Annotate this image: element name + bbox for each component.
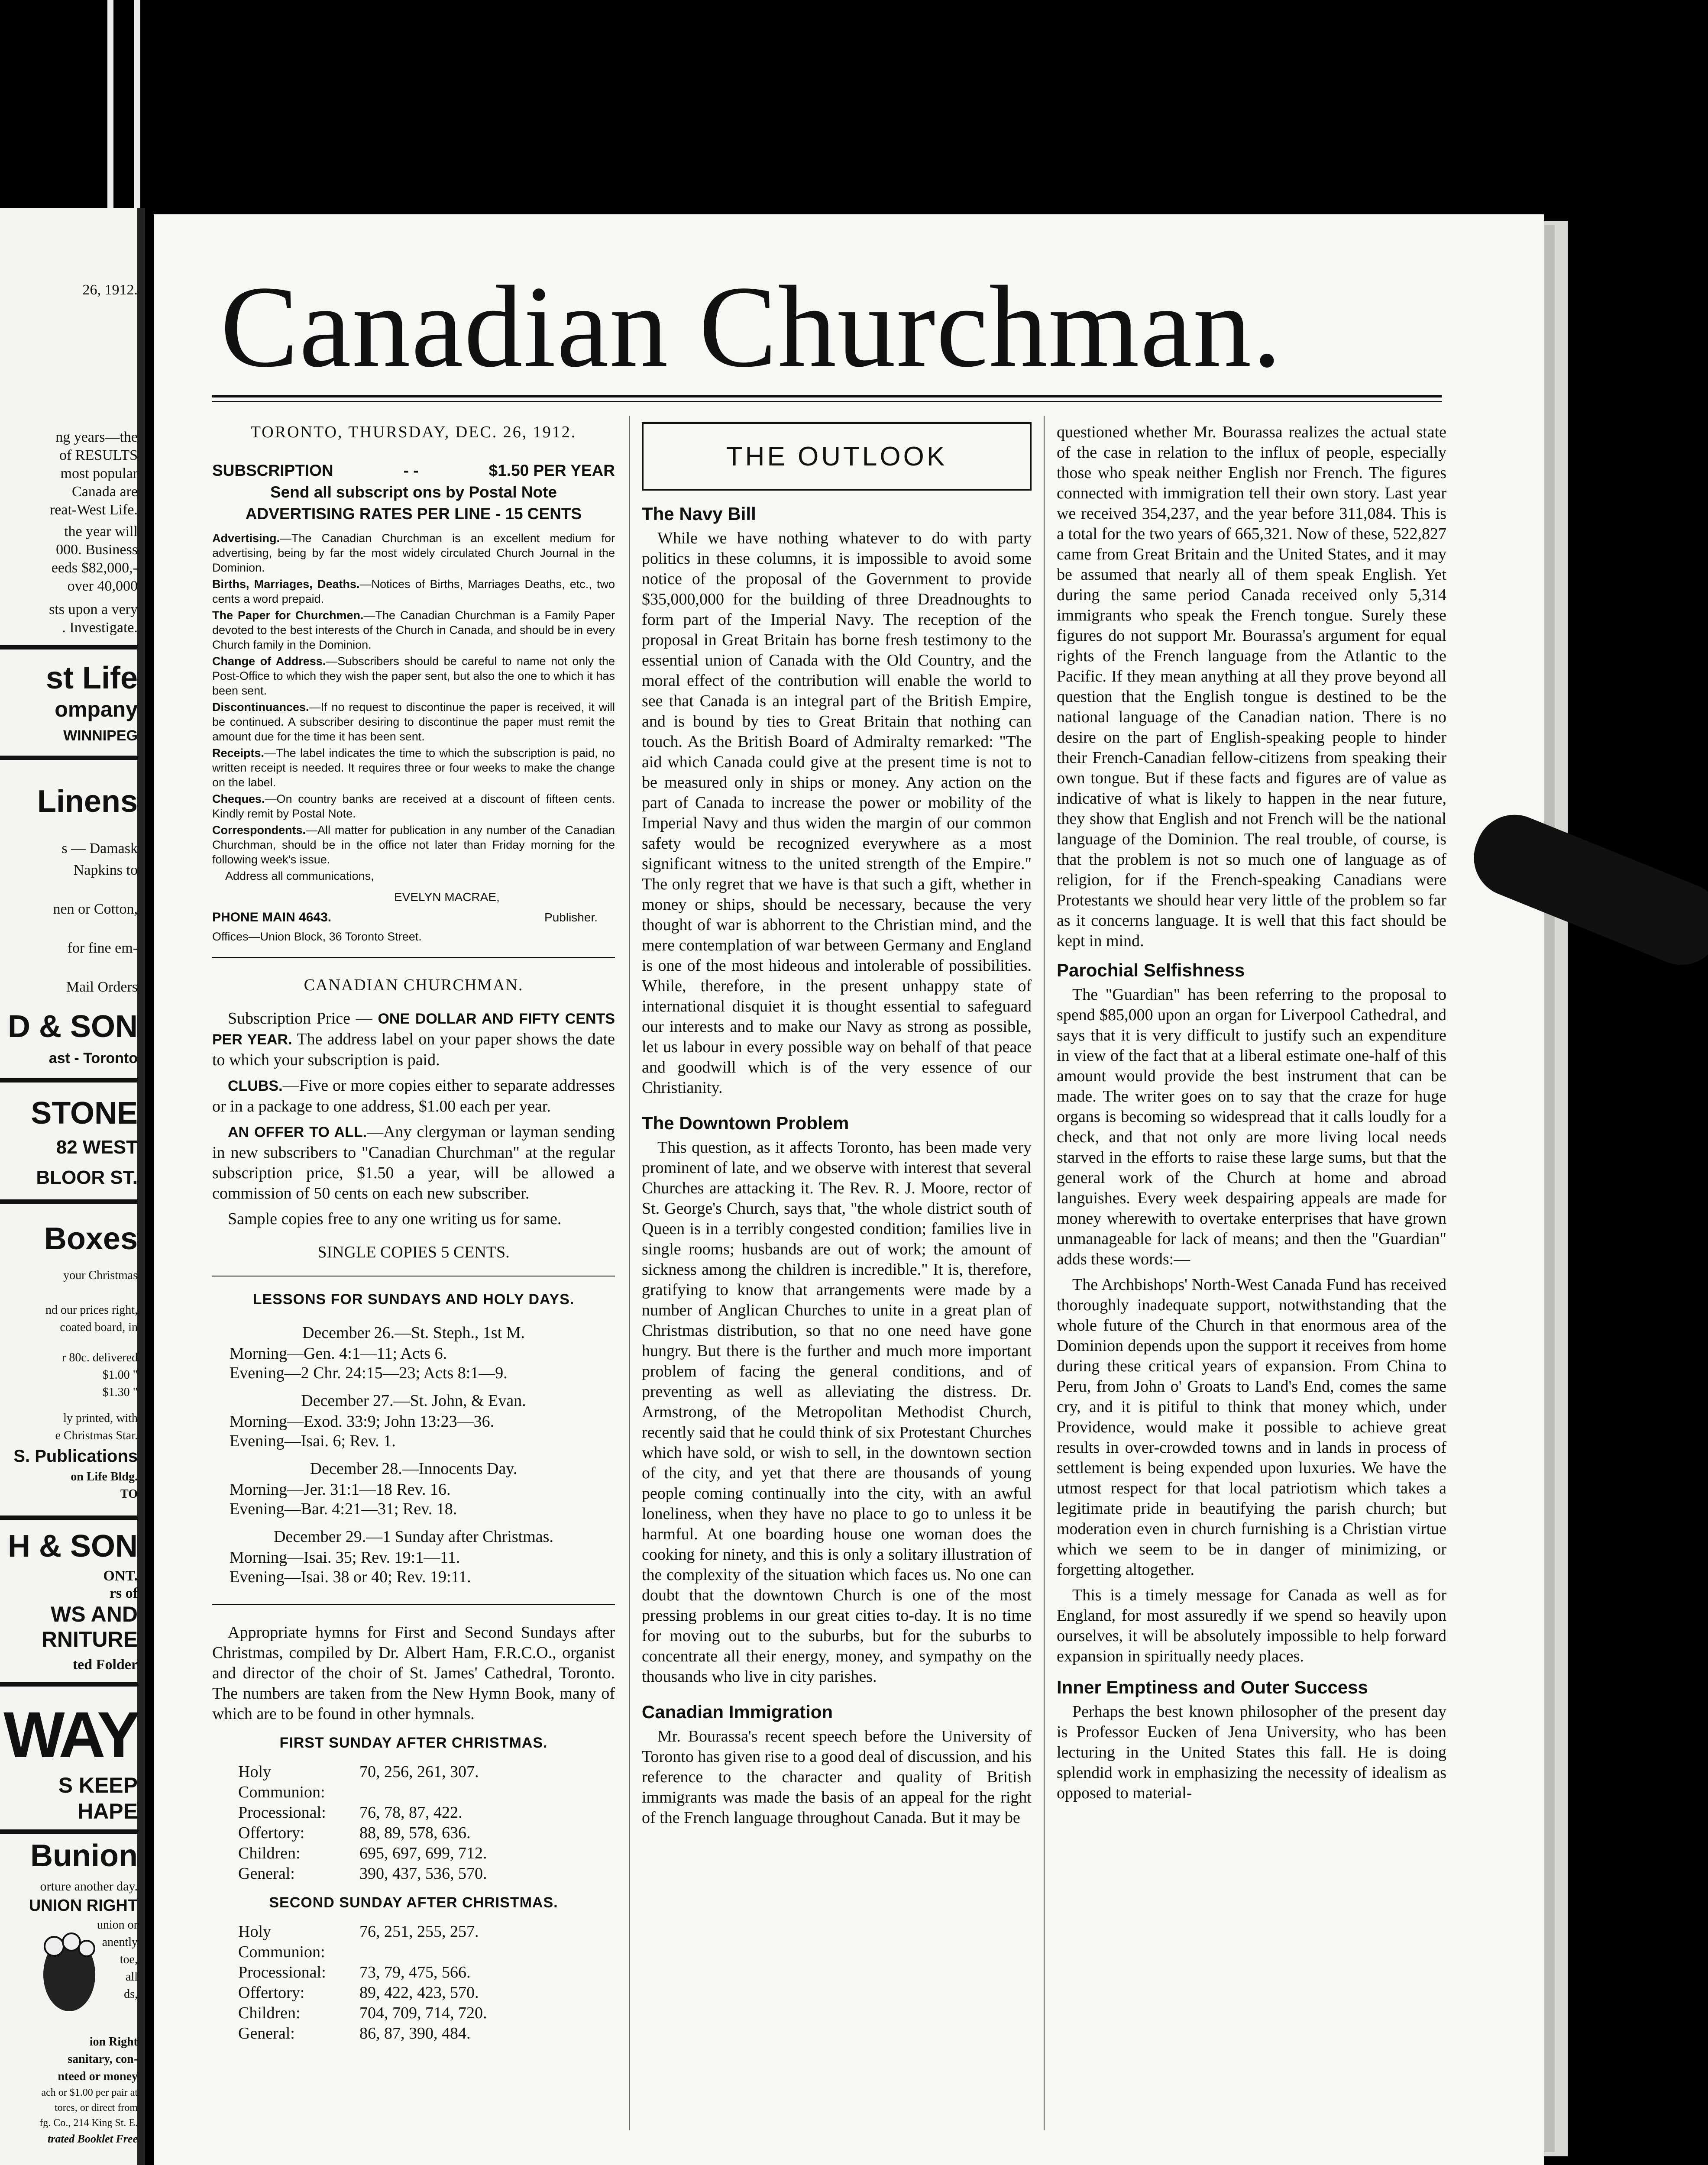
first-sunday-title: FIRST SUNDAY AFTER CHRISTMAS. [279, 1735, 548, 1751]
sample-paragraph: Sample copies free to any one writing us for same. [228, 1210, 562, 1228]
prev-ad-line: nen or Cotton, [53, 901, 138, 917]
postal-note-line: Send all subscript ons by Postal Note [270, 483, 557, 501]
prev-ad-line: ion Right [89, 2035, 138, 2049]
info-paragraph: Receipts.—The label indicates the time to which the subscription is paid, no written receipt is needed. It requires three or four weeks to make the change on the label. [212, 746, 615, 789]
prev-ad-line: BLOOR ST. [36, 1167, 138, 1188]
prev-ad-line: nd our prices right, [45, 1303, 138, 1317]
prev-ad-line: ted Folder [72, 1657, 138, 1673]
publisher-title: Publisher. [544, 911, 598, 924]
lessons-list [212, 1323, 615, 1587]
lesson-morning: Morning—Gen. 4:1—11; Acts 6. [230, 1344, 447, 1363]
prev-ad-line: fg. Co., 214 King St. E. [39, 2117, 138, 2129]
hymn-line: Processional: 73, 79, 475, 566. [238, 1963, 471, 1981]
prev-ad-line: coated board, in [60, 1321, 138, 1334]
info-paragraph: Correspondents.—All matter for publication in any number of the Canadian Churchman, should be in the office not later than Friday morning for the following week's issue. [212, 824, 615, 866]
prev-ad-heading: H & SON [7, 1529, 138, 1564]
prev-ad-line: union or [97, 1918, 138, 1932]
prev-rule [0, 1078, 138, 1082]
offer-paragraph: AN OFFER TO ALL.—Any clergyman or layman sending in new subscribers to "Canadian Churchman" at the regular subscription price, $1.50 a year, will be allowed a commission of 50 cents on each new subscriber. [212, 1123, 615, 1202]
prev-ad-line: e Christmas Star. [55, 1429, 138, 1442]
guardian-quote: The Archbishops' North-West Canada Fund has received thoroughly inadequate support, notwithstanding that the whole future of the Church in that enormous area of the Dominion depends upon the support it receives from home during these critical years of expansion. From China to Peru, from John o' Groats to Land's End, comes the same cry, and it is pitiful to think that money which, under Providence, would make it possible to achieve great results in over-crowded towns and in lands in process of settlement is being expended upon luxuries. We have the utmost respect for that local patriotism which takes a legitimate pride in beautifying the parish church; but moderation even in church furnishing is a Christian virtue which we seem to be in danger of minimizing, or forgetting altogether. [1057, 1276, 1446, 1579]
prev-rule [0, 1516, 138, 1520]
inner-emptiness-paragraph: Perhaps the best known philosopher of the present day is Professor Eucken of Jena University, who has been lecturing in the United States this fall. He is doing splendid work in emphasizing the necessity of idealism as opposed to material- [1057, 1703, 1446, 1802]
hymn-line: Offertory: 89, 422, 423, 570. [238, 1984, 479, 2002]
lessons-title: LESSONS FOR SUNDAYS AND HOLY DAYS. [252, 1291, 575, 1308]
hymn-line: Holy Communion: 70, 256, 261, 307. [238, 1763, 479, 1801]
outlook-heading: THE OUTLOOK [642, 422, 1032, 491]
hymn-line: Children: 695, 697, 699, 712. [238, 1844, 487, 1862]
prev-ad-line: orture another day. [40, 1879, 138, 1894]
prev-rule [0, 756, 138, 760]
prev-ad-line: HAPE [78, 1799, 138, 1823]
prev-date: 26, 1912. [82, 282, 138, 298]
lesson-day: December 26.—St. Steph., 1st M. [302, 1324, 525, 1342]
parochial-paragraph: The "Guardian" has been referring to the proposal to spend $85,000 upon an organ for Liverpool Cathedral, and says that it is very difficult to justify such an expenditure in view of the fact that at a liberal estimate one-half of this amount would provide the best instrument that can be made. The writer goes on to say that the craze for huge organs is becoming so widespread that it calls loudly for a check, and that not only are more living local needs starved in the efforts to raise these large sums, but that the general work of the Church at home and abroad languishes. Every week despairing appeals are made for money wherewith to overtake enterprises that have grown unmanageable for lack of means; and then the "Guardian" adds these words:— [1057, 986, 1446, 1268]
prev-ad-line: ly printed, with [63, 1412, 138, 1425]
prev-ad-line: rs of [109, 1585, 138, 1601]
prev-line: ng years—the [55, 429, 138, 445]
prev-ad-line: r 80c. delivered [62, 1351, 138, 1364]
hymns-intro: Appropriate hymns for First and Second Sundays after Christmas, compiled by Dr. Albert Ham, F.R.C.O., organist and director of the choir of St. James' Cathedral, Toronto. The numbers are taken from the New Hymn Book, many of which are to be found in other hymnals. [212, 1623, 615, 1723]
lesson-day: December 28.—Innocents Day. [310, 1460, 518, 1478]
prev-line: sts upon a very [49, 601, 138, 617]
masthead-title: Canadian Churchman. [220, 262, 1283, 391]
page-fold [137, 208, 145, 2165]
info-paragraph: Births, Marriages, Deaths.—Notices of Births, Marriages Deaths, etc., two cents a word prepaid. [212, 578, 615, 605]
prev-line: the year will [64, 523, 138, 540]
lesson-evening: Evening—Isai. 6; Rev. 1. [230, 1432, 396, 1450]
prev-ad-line: Napkins to [73, 862, 138, 878]
prev-line: of RESULTS [59, 447, 138, 463]
subscription-price: $1.50 PER YEAR [488, 462, 615, 479]
prev-ad-line: nteed or money [58, 2070, 138, 2083]
prev-ad-line: on Life Bldg. [71, 1470, 138, 1483]
prev-ad-line: your Christmas [63, 1269, 138, 1282]
info-paragraph: Cheques.—On country banks are received at a discount of fifteen cents. Kindly remit by Postal Note. [212, 792, 615, 820]
prev-line: eeds $82,000,- [51, 560, 138, 576]
prev-line: Canada are [72, 484, 138, 500]
info-paragraph: Discontinuances.—If no request to discontinue the paper is received, it will be continued. A subscriber desiring to discontinue the paper must remit the amount due for the time it has been sent. [212, 701, 615, 743]
prev-line: . Investigate. [62, 620, 138, 636]
prev-ad-heading: Boxes [44, 1221, 138, 1256]
prev-rule [0, 1682, 138, 1687]
publisher-name: EVELYN MACRAE, [394, 890, 500, 904]
second-sunday-title: SECOND SUNDAY AFTER CHRISTMAS. [269, 1894, 558, 1911]
prev-ad-line: toe, [120, 1953, 138, 1966]
prev-ad-heading: WAY [3, 1698, 138, 1771]
prev-rule [0, 1199, 138, 1204]
hymn-line: General: 390, 437, 536, 570. [238, 1864, 487, 1883]
lesson-morning: Morning—Jer. 31:1—18 Rev. 16. [230, 1480, 451, 1499]
prev-ad-line: Mail Orders [66, 979, 138, 995]
prev-ad-line: WS AND [51, 1602, 138, 1626]
offices-line: Offices—Union Block, 36 Toronto Street. [212, 930, 422, 943]
prev-ad-line: for fine em- [67, 940, 138, 956]
prev-ad-heading: st Life [45, 661, 138, 695]
info-paragraph: The Paper for Churchmen.—The Canadian Churchman is a Family Paper devoted to the best interests of the Church in Canada, and should be in every Church family in the Dominion. [212, 609, 615, 651]
prev-ad-line: trated Booklet Free [48, 2133, 138, 2145]
prev-ad-line: ONT. [103, 1568, 138, 1584]
prev-ad-line: ast - Toronto [49, 1050, 138, 1066]
prev-ad-line: s — Damask [61, 840, 138, 856]
cc-paragraph: Subscription Price — ONE DOLLAR AND FIFTY CENTS PER YEAR. The address label on your paper shows the date to which your subscription is paid. [212, 1009, 615, 1069]
prev-ad-heading: Linens [37, 784, 138, 819]
prev-ad-line: ach or $1.00 per pair at [41, 2087, 138, 2098]
subscription-label: SUBSCRIPTION [212, 462, 333, 479]
info-paragraph: Change of Address.—Subscribers should be careful to name not only the Post-Office to which they wish the paper sent, but also the one to which it has been sent. [212, 655, 615, 697]
navy-bill-heading: The Navy Bill [642, 504, 756, 524]
prev-line: over 40,000 [67, 578, 138, 594]
prev-ad-line: $1.00 " [102, 1368, 138, 1382]
prev-ad-line: S KEEP [58, 1773, 138, 1797]
clubs-paragraph: CLUBS.—Five or more copies either to separate addresses or in a package to one address, $1.00 each per year. [212, 1076, 615, 1115]
hymn-line: Offertory: 88, 89, 578, 636. [238, 1824, 471, 1842]
navy-bill-paragraph: While we have nothing whatever to do with party politics in these columns, it is impossible to avoid some notice of the proposal of the Government to provide $35,000,000 for the building of three Dreadnoughts to form part of the Imperial Navy. The reception of the proposal in Great Britain has borne fresh testimony to the essential union of Canada with the Old Country, and the moral effect of the contribution will enable the world to see that Canada is an integral part of the British Empire, and is bound by ties to Great Britain that nothing can touch. As the British Board of Admiralty remarked: "The aid which Canada could give at the present time is not to be measured only in ships or money. Any action on the part of Canada to increase the power or mobility of the Imperial Navy and thus widen the margin of our common safety would be recognized everywhere as a most significant witness to the united strength of the Empire." The only regret that we have is that such a gift, whether in money or ships, should be necessary, because the very thought of war is abhorrent to the Christian mind, and the mere contemplation of war between Germany and England is one of the most hideous and intolerable of possibilities. While, therefore, in the present unhappy state of international disquiet it is thought essential to safeguard our interests and to make our Navy as strong as possible, let us labour in every possible way on behalf of that peace and goodwill which is of the very essence of our Christianity. [642, 529, 1032, 1097]
masthead-rule [212, 395, 1442, 397]
prev-ad-heading: STONE [31, 1096, 138, 1131]
column-1 [212, 422, 615, 2044]
prev-ad-line: all [126, 1970, 138, 1984]
column-rule [1044, 416, 1045, 2130]
immigration-heading: Canadian Immigration [642, 1702, 833, 1722]
column-rule [629, 416, 630, 2130]
prev-ad-line: WINNIPEG [63, 727, 138, 744]
prev-ad-heading: Bunion [30, 1839, 138, 1873]
prev-line: reat-West Life. [49, 502, 138, 518]
previous-page-sliver [0, 208, 145, 2165]
prev-ad-line: anently [102, 1936, 138, 1949]
downtown-heading: The Downtown Problem [642, 1113, 849, 1133]
masthead-rule-thin [212, 401, 1442, 402]
section-rule [212, 957, 615, 958]
subscription-line [212, 460, 615, 481]
parochial-heading: Parochial Selfishness [1057, 960, 1245, 980]
info-paragraph: Advertising.—The Canadian Churchman is an excellent medium for advertising, being by far the most widely circulated Church Journal in the Dominion. [212, 532, 615, 574]
lesson-morning: Morning—Isai. 35; Rev. 19:1—11. [230, 1548, 460, 1567]
prev-ad-heading: D & SON [7, 1009, 138, 1044]
prev-ad-line: $1.30 " [102, 1386, 138, 1399]
prev-ad-line: UNION RIGHT [29, 1897, 138, 1915]
hymn-line: Processional: 76, 78, 87, 422. [238, 1803, 463, 1822]
phone-number: PHONE MAIN 4643. [212, 910, 332, 924]
hymn-line: Children: 704, 709, 714, 720. [238, 2004, 487, 2022]
lesson-day: December 29.—1 Sunday after Christmas. [274, 1528, 553, 1546]
prev-ad-line: ds, [124, 1987, 138, 2001]
inner-emptiness-heading: Inner Emptiness and Outer Success [1057, 1677, 1368, 1697]
lesson-evening: Evening—2 Chr. 24:15—23; Acts 8:1—9. [230, 1364, 508, 1382]
lesson-evening: Evening—Bar. 4:21—31; Rev. 18. [230, 1500, 457, 1518]
hymn-line: General: 86, 87, 390, 484. [238, 2024, 471, 2042]
advertising-rates-line: ADVERTISING RATES PER LINE - 15 CENTS [245, 505, 582, 523]
immigration-continued: questioned whether Mr. Bourassa realizes the actual state of the case in relation to the influx of people, especially those who speak neither English nor French. The figures connected with immigration tell their own story. Last year we received 354,237, and the year before 311,084. This is a total for the two years of 665,321. Now of these, 522,827 came from Great Britain and the United States, and it may be assumed that nearly all of them speak English. Yet during the same period Canada received only 5,314 immigrants who speak the French tongue. Surely these figures do not support Mr. Bourassa's argument for equal rights of the French language from the Atlantic to the Pacific. If they mean anything at all they prove beyond all question that the English tongue is destined to be the national language of the Canadian nation. There is no desire on the part of English-speaking people to hinder their French-Canadian fellow-citizens from speaking their own tongue. But if these facts and figures are of value as indicative of what is likely to happen in the near future, they show that English and not French will be the national language of the Dominion. The real trouble, of course, is that the problem is not so much one of language as of religion, for if the French-speaking Canadians were Protestants we should hear very little of the problem so far as it concerns language. It is well that this fact should be kept in mind. [1057, 423, 1446, 950]
lesson-evening: Evening—Isai. 38 or 40; Rev. 19:11. [230, 1568, 471, 1586]
single-copies: SINGLE COPIES 5 CENTS. [317, 1243, 510, 1261]
column-3 [1057, 422, 1446, 1809]
prev-ad-line: TO [120, 1487, 138, 1501]
subscription-dash: - - [403, 462, 419, 479]
prev-line: 000. Business [56, 542, 138, 558]
prev-ad-heading: S. Publications [13, 1447, 138, 1466]
immigration-paragraph: Mr. Bourassa's recent speech before the University of Toronto has given rise to a good deal of discussion, and his reference to the character and quality of British immigrants was made the basis of an appeal for the right of the French language throughout Canada. But it may be [642, 1727, 1032, 1827]
column-2 [642, 422, 1032, 1833]
prev-ad-line: 82 WEST [56, 1137, 138, 1158]
lesson-morning: Morning—Exod. 33:9; John 13:23—36. [230, 1412, 495, 1431]
section-rule [212, 1604, 615, 1605]
prev-ad-line: sanitary, con- [68, 2052, 138, 2066]
prev-rule [0, 1829, 138, 1834]
hymn-line: Holy Communion: 76, 251, 255, 257. [238, 1923, 479, 1961]
dateline: TORONTO, THURSDAY, DEC. 26, 1912. [250, 423, 577, 441]
parochial-paragraph-2: This is a timely message for Canada as well as for England, for most assuredly if we spend so heavily upon ourselves, it will be absolutely impossible to help forward expansion in spiritually needy places. [1057, 1586, 1446, 1665]
prev-line: most popular [60, 465, 138, 481]
prev-ad-heading: ompany [55, 697, 138, 721]
cc-title: CANADIAN CHURCHMAN. [304, 976, 524, 994]
phone-line [212, 907, 615, 927]
lesson-day: December 27.—St. John, & Evan. [301, 1392, 526, 1410]
downtown-paragraph: This question, as it affects Toronto, has been made very prominent of late, and we observe with interest that several Churches are attacking it. The Rev. R. J. Moore, rector of St. George's Church, says that, "the whole district south of Queen is in a terribly congested condition; families live in single rooms; husbands are out of work; the amount of sickness among the children is incredible." It is, therefore, gratifying to know that arrangements were made by a number of Anglican Churches to unite in a great plan of Christmas distribution, so that no one need have gone hungry. But there is the further and much more important problem of facing the general conditions, and of preventing as well as alleviating the distress. Dr. Armstrong, of the Metropolitan Methodist Church, recently said that he could think of six Protestant Churches which have sold, or wish to sell, in the downtown section of the city, and yet that there are thousands of young people coming continually into the city, with an awful loneliness, when they have no place to go to unless it be harmful. At one boarding house one woman does the cooking for ninety, and this is only a solitary illustration of the complexity of the situation which faces us. No one can doubt that the downtown Church is one of the most pressing problems in our great cities to-day. It is no time for moving out to the suburbs, but for the suburbs to concentrate all their energy, money, and sympathy on the thousands who live in city parishes. [642, 1138, 1032, 1686]
prev-ad-line: tores, or direct from [55, 2102, 138, 2113]
prev-ad-line: RNITURE [41, 1627, 138, 1651]
prev-rule [0, 645, 138, 650]
address-line: Address all communications, [225, 869, 374, 882]
